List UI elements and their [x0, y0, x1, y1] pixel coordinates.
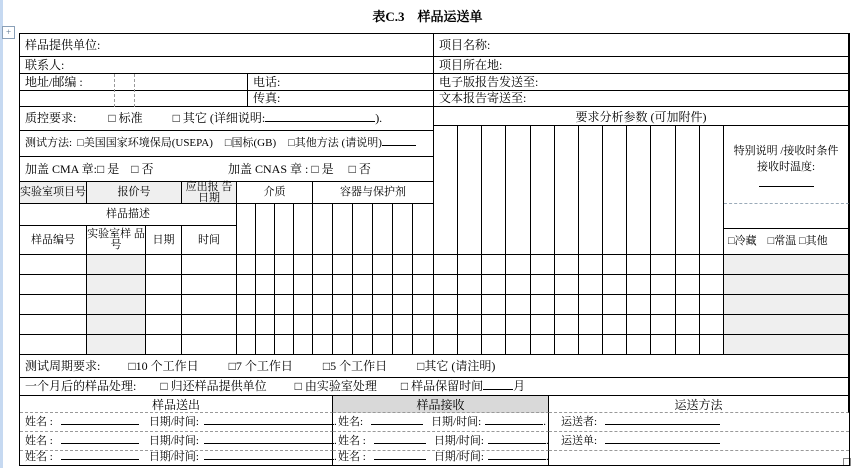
sample-provider-label: 样品提供单位:: [25, 38, 101, 52]
grid-cell[interactable]: [482, 295, 506, 315]
grid-cell[interactable]: [531, 255, 555, 275]
grid-cell[interactable]: [87, 335, 146, 355]
recv-datetime-label: 日期/时间:: [431, 416, 482, 428]
cell-ereport-sendto[interactable]: [434, 74, 849, 91]
out-name-blank[interactable]: [61, 443, 139, 444]
grid-cell[interactable]: [482, 275, 506, 295]
ship-doc-blank[interactable]: [605, 443, 720, 444]
grid-cell[interactable]: [627, 315, 651, 335]
disposal-label: 一个月后的样品处理:: [25, 379, 137, 393]
header-lab-sample-no: [87, 226, 146, 255]
grid-cell[interactable]: [87, 275, 146, 295]
out-datetime-label: 日期/时间:: [148, 451, 199, 463]
checkbox-method-usepa[interactable]: □美国国家环境保局(USEPA): [77, 137, 213, 149]
out-datetime-label: 日期/时间:: [148, 416, 199, 428]
grid-cell[interactable]: [373, 295, 393, 315]
qc-label: 质控要求:: [25, 111, 77, 125]
header-ship-method: [549, 396, 849, 413]
grid-cell[interactable]: [506, 315, 531, 335]
grid-cell[interactable]: [237, 335, 256, 355]
grid-cell[interactable]: [700, 315, 724, 335]
table-move-handle[interactable]: +: [2, 26, 15, 39]
lab-project-no-label: 实验室项目号: [20, 186, 86, 198]
out-tail: .: [333, 435, 337, 447]
quote-no-label: 报价号: [117, 186, 151, 198]
grid-cell[interactable]: [313, 275, 333, 295]
grid-cell[interactable]: [506, 255, 531, 275]
out-datetime-label: 日期/时间:: [148, 435, 199, 447]
checkbox-cycle-10d[interactable]: □10 个工作日: [128, 359, 199, 373]
grid-cell[interactable]: [413, 255, 434, 275]
grid-cell[interactable]: [413, 204, 434, 255]
grid-cell[interactable]: [146, 315, 182, 335]
grid-cell[interactable]: [413, 275, 434, 295]
grid-cell[interactable]: [313, 335, 333, 355]
grid-cell[interactable]: [555, 126, 579, 255]
header-time: [182, 226, 237, 255]
grid-cell[interactable]: [579, 255, 603, 275]
grid-cell[interactable]: [555, 335, 579, 355]
checkbox-disposal-return[interactable]: □ 归还样品提供单位: [160, 379, 267, 393]
grid-cell[interactable]: [146, 275, 182, 295]
checkbox-cnas-stamp[interactable]: 加盖 CNAS 章 : □ 是 □ 否: [228, 162, 371, 176]
grid-cell[interactable]: [579, 295, 603, 315]
checkbox-method-gb[interactable]: □国标(GB): [224, 137, 277, 149]
date-label: 日期: [152, 233, 175, 246]
grid-cell[interactable]: [182, 275, 237, 295]
grid-cell[interactable]: [256, 204, 275, 255]
page-title: 表C.3 样品运送单: [372, 9, 483, 24]
grid-cell[interactable]: [676, 335, 700, 355]
grid-cell[interactable]: [531, 295, 555, 315]
grid-cell[interactable]: [555, 255, 579, 275]
grid-cell[interactable]: [237, 204, 256, 255]
grid-cell[interactable]: [603, 275, 627, 295]
recv-datetime-label: 日期/时间:: [433, 435, 484, 447]
phone-label: 电话:: [253, 75, 281, 89]
analysis-params-label: 要求分析参数 (可加附件): [575, 109, 707, 124]
grid-cell[interactable]: [531, 275, 555, 295]
grid-cell[interactable]: [20, 315, 87, 335]
ereport-label: 电子版报告发送至:: [439, 75, 539, 89]
checkbox-storage-options[interactable]: □冷藏 □常温 □其他: [728, 235, 828, 247]
grid-cell[interactable]: [393, 315, 413, 335]
cell-special-notes-blank[interactable]: [724, 204, 849, 229]
header-report-due: [182, 182, 237, 204]
grid-cell[interactable]: [294, 255, 313, 275]
out-datetime-blank[interactable]: [204, 424, 334, 425]
grid-cell[interactable]: [313, 295, 333, 315]
receive-temp-blank[interactable]: [759, 174, 814, 187]
recv-datetime-blank[interactable]: [488, 443, 546, 444]
ship-method-row: [549, 413, 849, 432]
grid-cell[interactable]: [20, 335, 87, 355]
header-sample-no: [20, 226, 87, 255]
container-label: 容器与保护剂: [340, 186, 406, 198]
grid-cell[interactable]: [20, 275, 87, 295]
sample-out-row: [20, 432, 337, 451]
recv-name-label: 姓名:: [338, 416, 364, 428]
recv-tail: .: [545, 451, 549, 463]
keep-months-blank[interactable]: [483, 389, 513, 390]
ship-doc-label: 运送单:: [561, 435, 598, 447]
special-notes-line2: 接收时温度:: [756, 161, 816, 173]
shipper-blank[interactable]: [605, 424, 720, 425]
recv-name-blank[interactable]: [374, 443, 426, 444]
grid-cell[interactable]: [531, 126, 555, 255]
grid-cell[interactable]: [724, 335, 849, 355]
grid-cell[interactable]: [413, 335, 434, 355]
medium-label: 介质: [263, 186, 286, 198]
header-lab-project-no: [20, 182, 87, 204]
sample-receive-row: [333, 432, 549, 451]
grid-cell[interactable]: [724, 275, 849, 295]
time-label: 时间: [198, 233, 220, 246]
grid-cell[interactable]: [20, 255, 87, 275]
grid-cell[interactable]: [256, 315, 275, 335]
grid-cell[interactable]: [275, 335, 294, 355]
header-container-preservative: [313, 182, 434, 204]
grid-cell[interactable]: [413, 295, 434, 315]
grid-cell[interactable]: [87, 315, 146, 335]
grid-cell[interactable]: [651, 295, 676, 315]
grid-cell[interactable]: [627, 126, 651, 255]
cell-special-notes[interactable]: [724, 126, 849, 204]
grid-cell[interactable]: [555, 295, 579, 315]
out-name-label: 姓名 :: [25, 451, 53, 463]
method-label: 测试方法:: [25, 137, 73, 149]
grid-cell[interactable]: [333, 275, 353, 295]
grid-cell[interactable]: [579, 335, 603, 355]
cell-sample-disposal: [20, 378, 849, 396]
grid-cell[interactable]: [294, 295, 313, 315]
paper-report-label: 文本报告寄送至:: [439, 91, 527, 105]
recv-datetime-label: 日期/时间:: [433, 451, 484, 463]
grid-cell[interactable]: [700, 275, 724, 295]
grid-cell[interactable]: [20, 295, 87, 315]
cell-qc-requirements: [20, 107, 434, 131]
grid-cell[interactable]: [275, 315, 294, 335]
grid-cell[interactable]: [506, 295, 531, 315]
checkbox-cycle-5d[interactable]: □5 个工作日: [322, 359, 388, 373]
grid-cell[interactable]: [87, 255, 146, 275]
grid-cell[interactable]: [333, 295, 353, 315]
grid-cell[interactable]: [627, 255, 651, 275]
sample-receive-row: [333, 413, 549, 432]
grid-cell[interactable]: [294, 275, 313, 295]
header-sample-description: [20, 204, 237, 226]
grid-cell[interactable]: [458, 295, 482, 315]
grid-cell[interactable]: [313, 204, 333, 255]
ship-method-row: [549, 432, 849, 451]
cell-paper-report-sendto[interactable]: [434, 91, 849, 107]
grid-cell[interactable]: [579, 315, 603, 335]
grid-cell[interactable]: [434, 126, 458, 255]
cell-stamp-options: [20, 157, 434, 182]
grid-cell[interactable]: [275, 204, 294, 255]
grid-cell[interactable]: [434, 295, 458, 315]
header-quote-no: [87, 182, 182, 204]
grid-cell[interactable]: [182, 295, 237, 315]
grid-cell[interactable]: [413, 315, 434, 335]
checkbox-qc-other[interactable]: □ 其它 (详细说明:: [172, 111, 266, 125]
grid-cell[interactable]: [353, 204, 373, 255]
out-datetime-blank[interactable]: [204, 459, 334, 460]
grid-cell[interactable]: [676, 126, 700, 255]
qc-detail-blank[interactable]: [265, 121, 375, 122]
ship-method-label: 运送方法: [674, 397, 723, 412]
cycle-label: 测试周期要求:: [25, 359, 101, 373]
cell-sample-provider[interactable]: [20, 34, 434, 57]
grid-cell[interactable]: [651, 335, 676, 355]
checkbox-cma-stamp[interactable]: 加盖 CMA 章:□ 是 □ 否: [25, 162, 154, 176]
header-medium: [237, 182, 313, 204]
grid-cell[interactable]: [531, 335, 555, 355]
grid-cell[interactable]: [651, 126, 676, 255]
grid-cell[interactable]: [676, 275, 700, 295]
grid-cell[interactable]: [603, 295, 627, 315]
checkbox-cycle-7d[interactable]: □7 个工作日: [228, 359, 293, 373]
ship-method-row[interactable]: [549, 451, 849, 465]
contact-label: 联系人:: [25, 58, 65, 72]
grid-cell[interactable]: [87, 295, 146, 315]
grid-cell[interactable]: [182, 255, 237, 275]
grid-cell[interactable]: [373, 275, 393, 295]
grid-cell[interactable]: [700, 255, 724, 275]
grid-cell[interactable]: [353, 315, 373, 335]
out-name-label: 姓名 :: [25, 416, 53, 428]
header-sample-receive: [333, 396, 549, 413]
grid-cell[interactable]: [676, 295, 700, 315]
header-sample-out: [20, 396, 333, 413]
grid-cell[interactable]: [651, 255, 676, 275]
grid-cell[interactable]: [373, 204, 393, 255]
grid-cell[interactable]: [256, 335, 275, 355]
checkbox-disposal-keep[interactable]: □ 样品保留时间: [400, 379, 484, 393]
cell-storage-condition: [724, 229, 849, 255]
recv-tail: .: [543, 416, 546, 428]
project-name-label: 项目名称:: [439, 38, 491, 52]
grid-cell[interactable]: [506, 126, 531, 255]
grid-cell[interactable]: [237, 295, 256, 315]
special-notes-line1: 特别说明 /接收时条件: [733, 145, 839, 157]
grid-cell[interactable]: [237, 315, 256, 335]
grid-cell[interactable]: [373, 315, 393, 335]
recv-name-blank[interactable]: [374, 459, 426, 460]
out-name-blank[interactable]: [61, 459, 139, 460]
sample-out-row: [20, 413, 337, 432]
grid-cell[interactable]: [275, 275, 294, 295]
cell-phone[interactable]: [248, 74, 434, 91]
grid-cell[interactable]: [700, 335, 724, 355]
grid-cell[interactable]: [458, 335, 482, 355]
grid-cell[interactable]: [458, 315, 482, 335]
grid-cell[interactable]: [627, 275, 651, 295]
grid-cell[interactable]: [256, 255, 275, 275]
grid-cell[interactable]: [676, 315, 700, 335]
grid-cell[interactable]: [393, 335, 413, 355]
sample-receive-label: 样品接收: [416, 397, 465, 412]
grid-cell[interactable]: [724, 295, 849, 315]
header-date: [146, 226, 182, 255]
grid-cell[interactable]: [434, 315, 458, 335]
grid-cell[interactable]: [313, 315, 333, 335]
cell-test-cycle: [20, 355, 849, 378]
disposal-suffix: 月: [513, 379, 526, 393]
grid-cell[interactable]: [294, 204, 313, 255]
grid-cell[interactable]: [393, 295, 413, 315]
grid-cell[interactable]: [294, 315, 313, 335]
grid-cell[interactable]: [294, 335, 313, 355]
grid-cell[interactable]: [506, 275, 531, 295]
grid-cell[interactable]: [434, 255, 458, 275]
grid-cell[interactable]: [182, 335, 237, 355]
grid-cell[interactable]: [724, 255, 849, 275]
out-tail: .: [333, 451, 337, 463]
grid-cell[interactable]: [146, 295, 182, 315]
recv-name-label: 姓名 :: [338, 451, 366, 463]
address-label: 地址/邮编 :: [25, 75, 83, 89]
grid-cell[interactable]: [333, 315, 353, 335]
grid-cell[interactable]: [579, 275, 603, 295]
project-location-label: 项目所在地:: [439, 58, 503, 72]
cell-project-location[interactable]: [434, 57, 849, 74]
grid-cell[interactable]: [313, 255, 333, 275]
page-left-edge: [0, 0, 3, 468]
checkbox-method-other[interactable]: □其他方法 (请说明): [288, 137, 382, 149]
grid-cell[interactable]: [434, 275, 458, 295]
recv-datetime-blank[interactable]: [485, 424, 543, 425]
grid-cell[interactable]: [627, 295, 651, 315]
grid-cell[interactable]: [651, 315, 676, 335]
grid-cell[interactable]: [353, 335, 373, 355]
grid-cell[interactable]: [182, 315, 237, 335]
recv-datetime-blank[interactable]: [488, 459, 546, 460]
method-other-blank[interactable]: [382, 145, 416, 146]
grid-cell[interactable]: [579, 126, 603, 255]
fax-label: 传真:: [253, 91, 281, 105]
grid-cell[interactable]: [627, 335, 651, 355]
recv-name-blank[interactable]: [371, 424, 423, 425]
cell-test-method: [20, 131, 434, 157]
grid-cell[interactable]: [275, 295, 294, 315]
grid-cell[interactable]: [256, 295, 275, 315]
grid-cell[interactable]: [651, 275, 676, 295]
grid-cell[interactable]: [353, 255, 373, 275]
grid-cell[interactable]: [555, 275, 579, 295]
grid-cell[interactable]: [482, 335, 506, 355]
grid-cell[interactable]: [676, 255, 700, 275]
grid-cell[interactable]: [373, 335, 393, 355]
grid-cell[interactable]: [333, 335, 353, 355]
grid-cell[interactable]: [555, 315, 579, 335]
lab-sample-no-label: 实验室样 品号: [87, 228, 145, 251]
grid-cell[interactable]: [393, 275, 413, 295]
grid-cell[interactable]: [531, 315, 555, 335]
grid-cell[interactable]: [333, 255, 353, 275]
sample-out-label: 样品送出: [151, 397, 200, 412]
cell-contact[interactable]: [20, 57, 434, 74]
sample-desc-label: 样品描述: [106, 208, 150, 220]
checkbox-cycle-other[interactable]: □其它 (请注明): [417, 359, 496, 373]
out-name-label: 姓名 :: [25, 435, 53, 447]
out-tail: .: [333, 416, 337, 428]
grid-cell[interactable]: [237, 255, 256, 275]
grid-cell[interactable]: [333, 204, 353, 255]
sample-out-row: [20, 451, 337, 465]
grid-cell[interactable]: [393, 255, 413, 275]
grid-cell[interactable]: [603, 315, 627, 335]
report-due-label: 应出报 告日期: [185, 180, 233, 204]
checkbox-qc-standard[interactable]: □ 标准: [108, 111, 143, 125]
grid-cell[interactable]: [353, 295, 373, 315]
grid-cell[interactable]: [146, 255, 182, 275]
grid-cell[interactable]: [256, 275, 275, 295]
shipper-label: 运送者:: [561, 416, 598, 428]
grid-cell[interactable]: [700, 295, 724, 315]
grid-cell[interactable]: [458, 255, 482, 275]
grid-cell[interactable]: [700, 126, 724, 255]
grid-cell[interactable]: [603, 335, 627, 355]
grid-cell[interactable]: [482, 126, 506, 255]
grid-cell[interactable]: [458, 275, 482, 295]
grid-cell[interactable]: [603, 255, 627, 275]
grid-cell[interactable]: [146, 335, 182, 355]
address-gridline-dotted-1: [114, 74, 115, 107]
address-gridline-dotted-2: [134, 74, 135, 107]
grid-cell[interactable]: [373, 255, 393, 275]
grid-cell[interactable]: [482, 255, 506, 275]
grid-cell[interactable]: [434, 335, 458, 355]
grid-cell[interactable]: [393, 204, 413, 255]
sample-receive-row: [333, 451, 549, 465]
out-datetime-blank[interactable]: [204, 443, 334, 444]
cell-analysis-params-header: [434, 107, 849, 126]
grid-cell[interactable]: [506, 335, 531, 355]
transport-form-table: [19, 33, 850, 466]
grid-cell[interactable]: [458, 126, 482, 255]
cell-project-name[interactable]: [434, 34, 849, 57]
qc-tail: ).: [375, 111, 383, 125]
recv-name-label: 姓名 :: [338, 435, 366, 447]
sample-no-label: 样品编号: [31, 233, 75, 246]
grid-cell[interactable]: [724, 315, 849, 335]
grid-cell[interactable]: [237, 275, 256, 295]
grid-cell[interactable]: [482, 315, 506, 335]
checkbox-disposal-lab[interactable]: □ 由实验室处理: [294, 379, 377, 393]
recv-tail: .: [545, 435, 549, 447]
cell-fax[interactable]: [248, 91, 434, 107]
out-name-blank[interactable]: [61, 424, 139, 425]
grid-cell[interactable]: [353, 275, 373, 295]
grid-cell[interactable]: [603, 126, 627, 255]
grid-cell[interactable]: [275, 255, 294, 275]
